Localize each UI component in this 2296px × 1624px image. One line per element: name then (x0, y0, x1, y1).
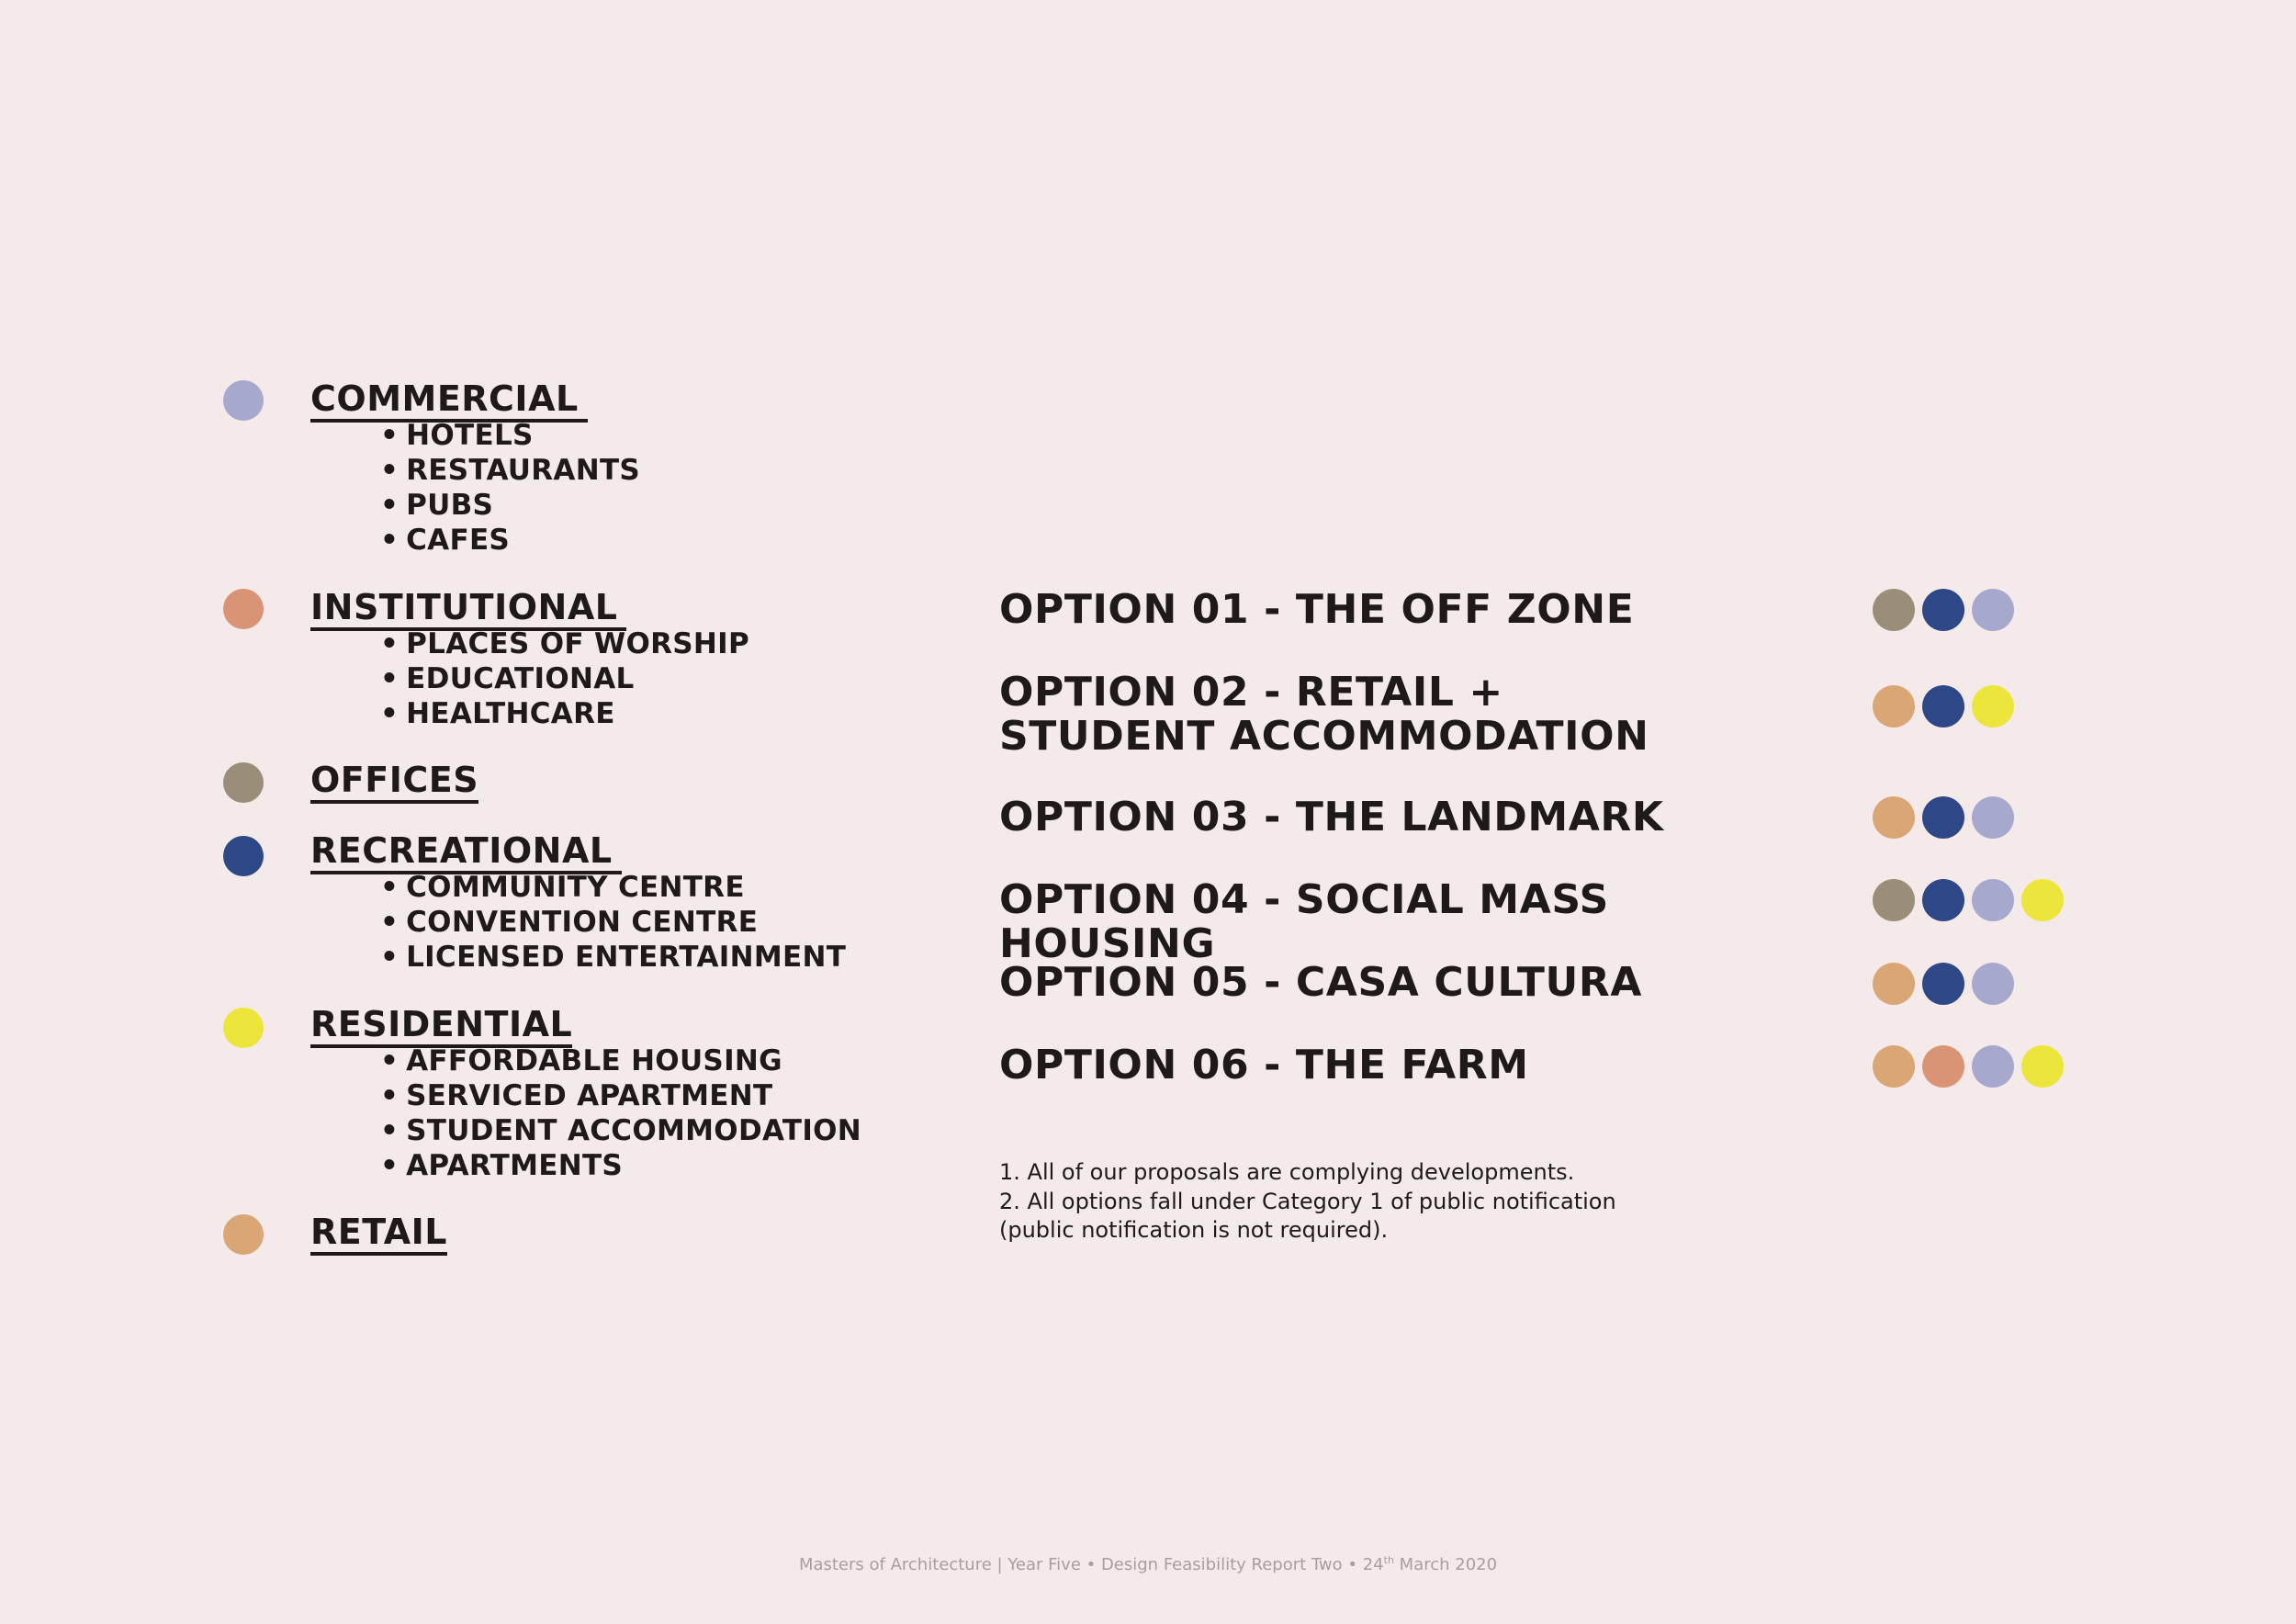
retail-category-dot (1873, 796, 1915, 839)
commercial-color-dot (223, 380, 264, 421)
retail-color-dot (223, 1214, 264, 1255)
option-06-title: OPTION 06 - THE FARM (999, 1042, 1529, 1088)
commercial-heading: COMMERCIAL (310, 378, 588, 423)
footer-superscript: th (1383, 1554, 1394, 1566)
offices-category-dot (1873, 589, 1915, 631)
page-footer (0, 1554, 2296, 1574)
residential-category-dot (2021, 1045, 2064, 1088)
option-01-title: OPTION 01 - THE OFF ZONE (999, 586, 1635, 633)
commercial-category-dot (1972, 963, 2014, 1005)
footnote-2: 2. All options fall under Category 1 of public notification (999, 1188, 1616, 1214)
option-05-dots (1873, 963, 2014, 1005)
commercial-list (380, 418, 640, 558)
residential-list (380, 1043, 861, 1183)
list-item: • HEALTHCARE (380, 696, 749, 731)
footnote-3: (public notification is not required). (999, 1217, 1389, 1243)
recreational-category-dot (1922, 879, 1964, 921)
recreational-category-dot (1922, 685, 1964, 727)
retail-heading: RETAIL (310, 1212, 447, 1256)
institutional-list (380, 626, 749, 731)
institutional-category-dot (1922, 1045, 1964, 1088)
recreational-category-dot (1922, 963, 1964, 1005)
institutional-color-dot (223, 589, 264, 629)
list-item: • CAFES (380, 523, 640, 558)
option-05-title: OPTION 05 - CASA CULTURA (999, 959, 1642, 1006)
retail-category-dot (1873, 1045, 1915, 1088)
option-02-dots (1873, 685, 2014, 727)
list-item: • PUBS (380, 488, 640, 523)
residential-color-dot (223, 1008, 264, 1048)
commercial-category-dot (1972, 1045, 2014, 1088)
offices-color-dot (223, 762, 264, 803)
footer-tail: March 2020 (1393, 1555, 1498, 1574)
institutional-heading: INSTITUTIONAL (310, 587, 626, 631)
recreational-category-dot (1922, 796, 1964, 839)
list-item: • STUDENT ACCOMMODATION (380, 1113, 861, 1148)
option-04-title: OPTION 04 - SOCIAL MASS HOUSING (999, 876, 1609, 967)
offices-heading: OFFICES (310, 760, 478, 804)
commercial-category-dot (1972, 796, 2014, 839)
option-04-dots (1873, 879, 2064, 921)
list-item: • RESTAURANTS (380, 453, 640, 488)
option-03-dots (1873, 796, 2014, 839)
offices-category-dot (1873, 879, 1915, 921)
list-item: • AFFORDABLE HOUSING (380, 1043, 861, 1078)
list-item: • PLACES OF WORSHIP (380, 626, 749, 661)
option-06-dots (1873, 1045, 2064, 1088)
list-item: • EDUCATIONAL (380, 661, 749, 696)
recreational-heading: RECREATIONAL (310, 830, 622, 874)
residential-category-dot (1972, 685, 2014, 727)
option-02-title: OPTION 02 - RETAIL + STUDENT ACCOMMODATION (999, 669, 1649, 760)
footnote-1: 1. All of our proposals are complying developments. (999, 1159, 1575, 1185)
recreational-list (380, 870, 846, 975)
commercial-category-dot (1972, 589, 2014, 631)
recreational-category-dot (1922, 589, 1964, 631)
list-item: • APARTMENTS (380, 1148, 861, 1183)
residential-heading: RESIDENTIAL (310, 1004, 572, 1048)
footnotes (999, 1158, 1826, 1246)
residential-category-dot (2021, 879, 2064, 921)
list-item: • COMMUNITY CENTRE (380, 870, 846, 905)
list-item: • SERVICED APARTMENT (380, 1078, 861, 1113)
retail-category-dot (1873, 963, 1915, 1005)
commercial-category-dot (1972, 879, 2014, 921)
recreational-color-dot (223, 836, 264, 876)
list-item: • HOTELS (380, 418, 640, 453)
list-item: • CONVENTION CENTRE (380, 905, 846, 940)
option-03-title: OPTION 03 - THE LANDMARK (999, 794, 1664, 840)
footer-text: Masters of Architecture | Year Five • Design Feasibility Report Two • 24 (798, 1555, 1384, 1574)
option-01-dots (1873, 589, 2014, 631)
list-item: • LICENSED ENTERTAINMENT (380, 940, 846, 975)
retail-category-dot (1873, 685, 1915, 727)
